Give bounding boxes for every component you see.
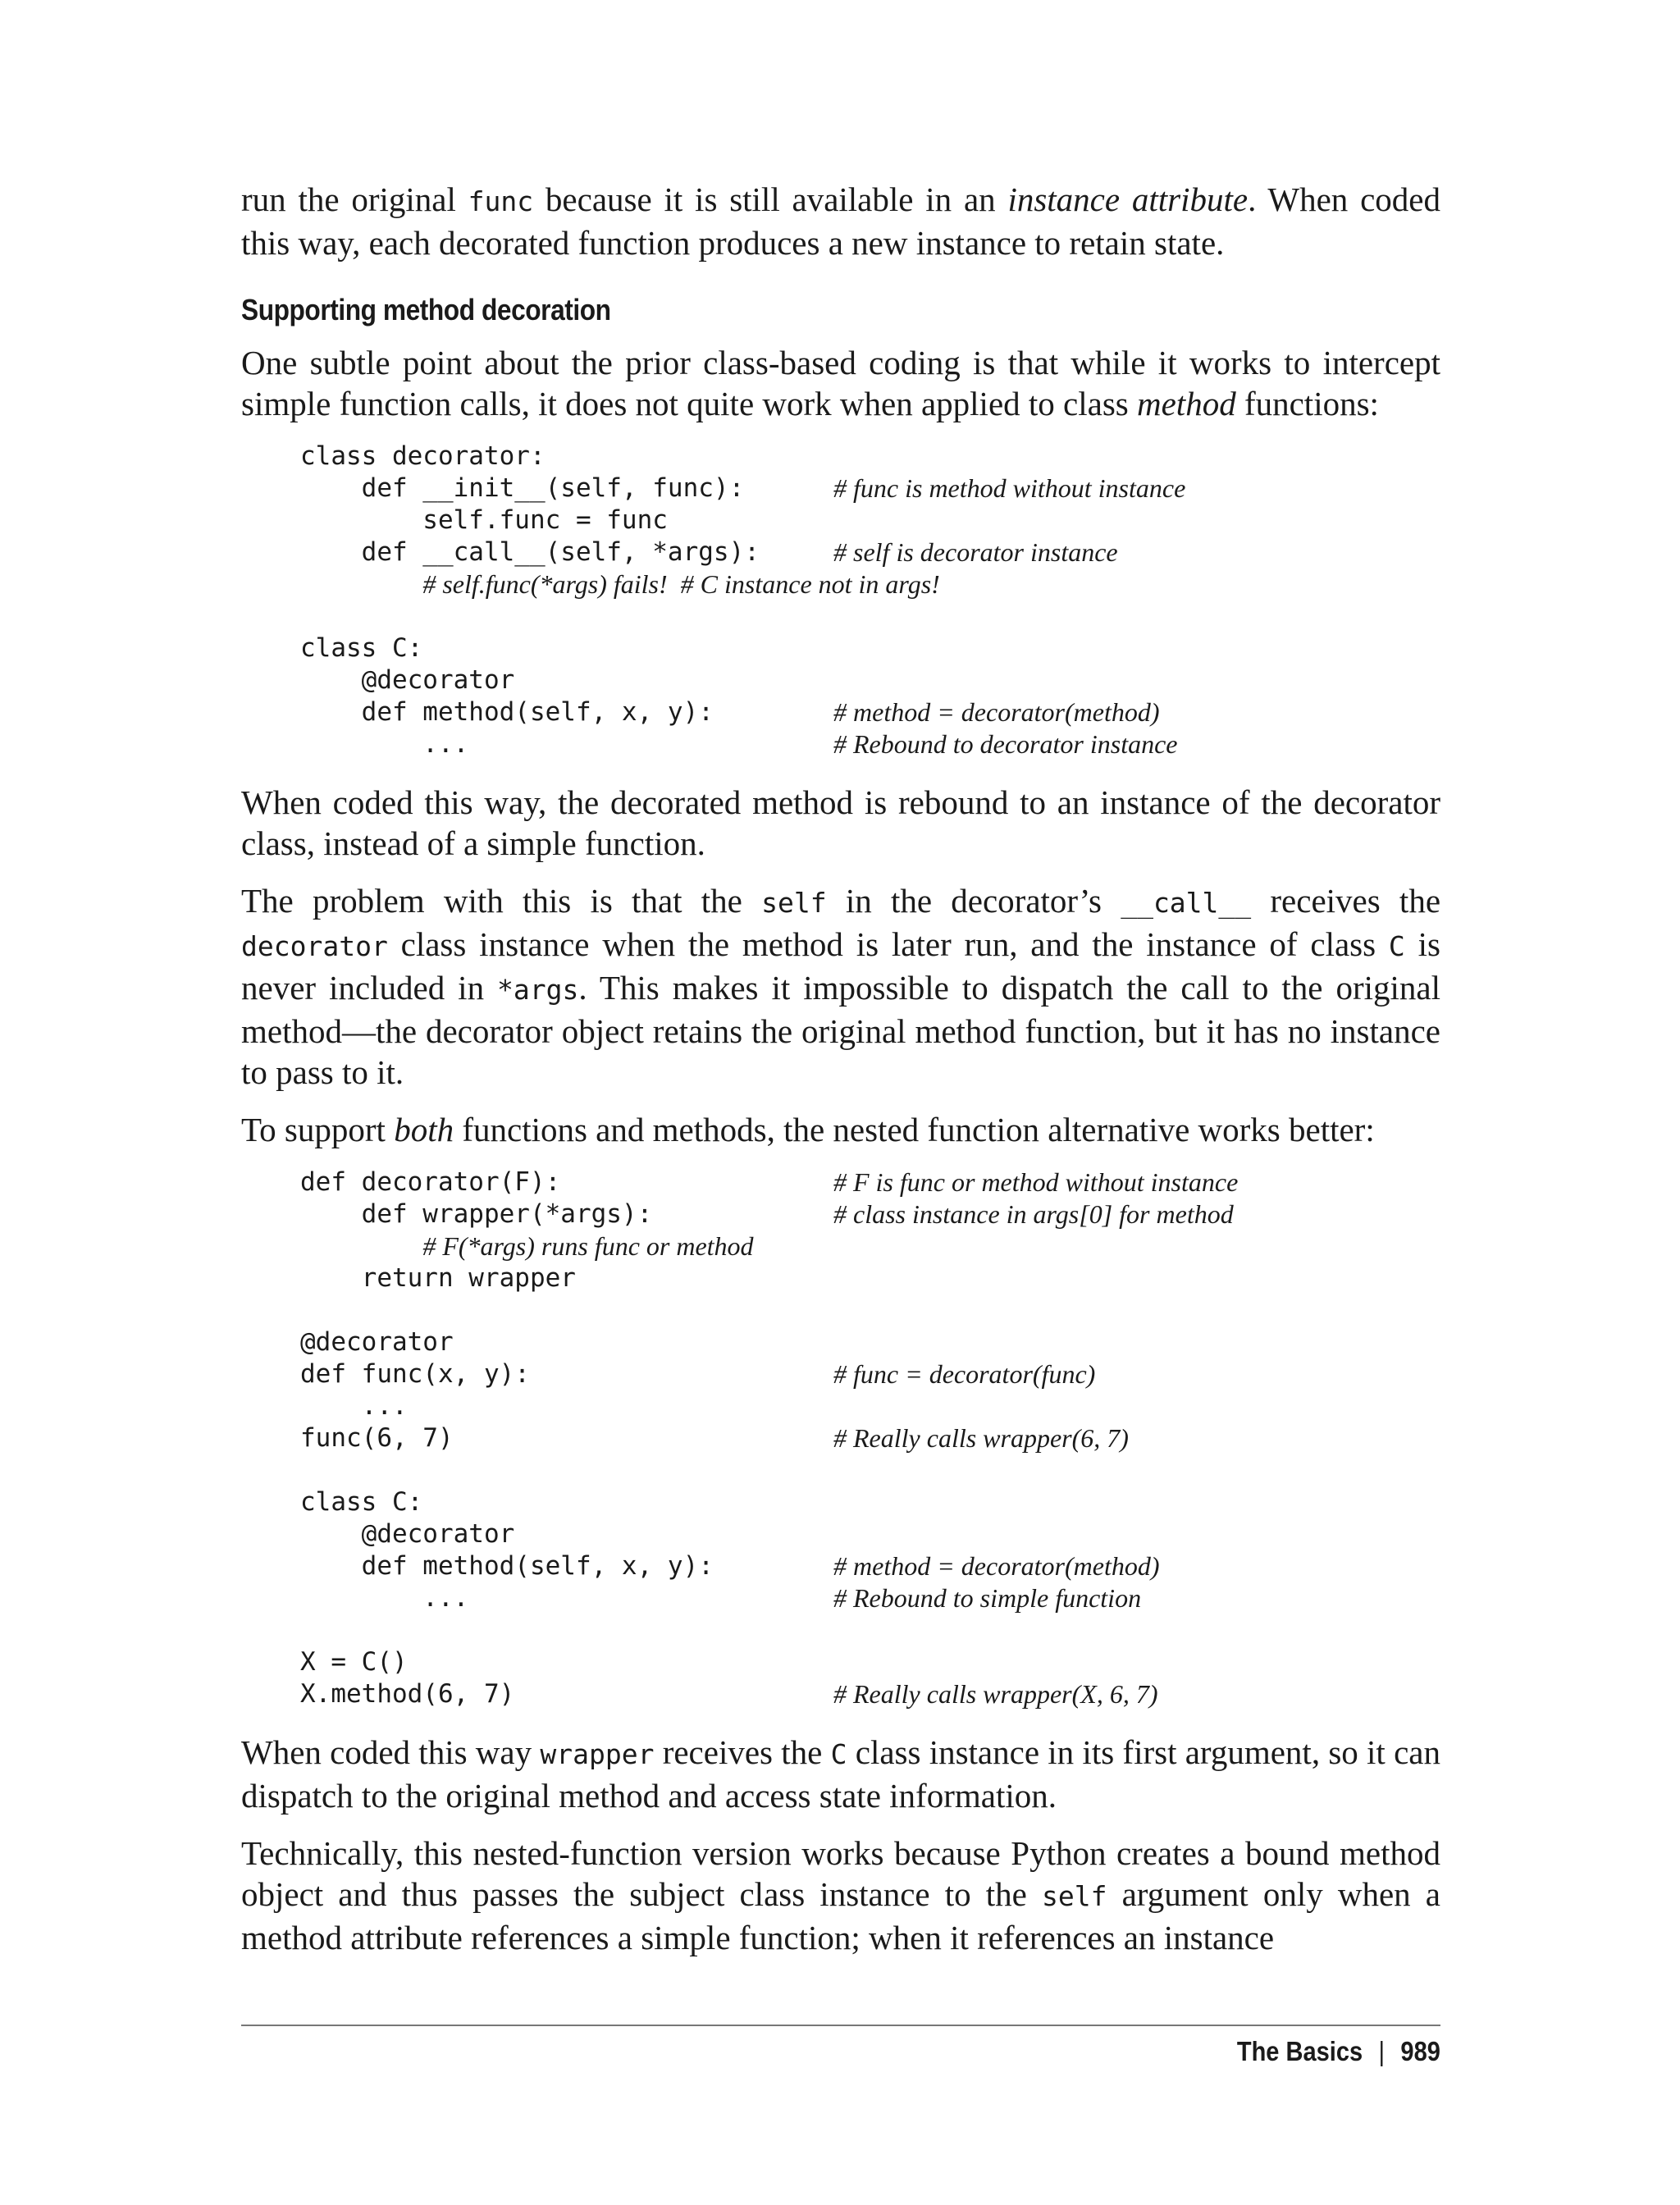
paragraph-7	[241, 1833, 1440, 1958]
inline-code: C	[830, 1738, 847, 1770]
page-content	[241, 179, 1440, 1974]
code-text: ...	[300, 1391, 408, 1421]
text: . When coded this way, each decorated function produces a new instance to retain state.	[241, 180, 1440, 262]
code-line	[300, 536, 1440, 568]
text: class instance in its first argument, so it can dispatch to the original method and access state information.	[241, 1733, 1440, 1815]
code-text: class C:	[300, 633, 423, 663]
code-comment: # Rebound to simple function	[833, 1583, 1142, 1613]
code-text: X = C()	[300, 1647, 408, 1677]
text: . This makes it impossible to dispatch the call to the original method—the decorator object retains the original method function, but it has no instance to pass to it.	[241, 969, 1440, 1091]
code-comment: # F is func or method without instance	[833, 1167, 1239, 1197]
code-block-1	[300, 441, 1440, 760]
code-line	[300, 1518, 1440, 1550]
emphasis: instance attribute	[1007, 180, 1249, 218]
code-text: self.func = func	[300, 505, 668, 535]
code-line	[300, 1614, 1440, 1646]
code-comment: # Rebound to decorator instance	[833, 729, 1178, 759]
code-line	[300, 632, 1440, 664]
code-comment: # func = decorator(func)	[833, 1359, 1096, 1389]
text: run the original	[241, 180, 468, 218]
code-line	[300, 472, 1440, 504]
inline-code: self	[761, 887, 827, 919]
inline-code: *args	[497, 974, 579, 1006]
inline-code: func	[468, 185, 534, 217]
text: One subtle point about the prior class-based coding is that while it works to intercept simple function calls, it does not quite work when applied to class	[241, 344, 1440, 422]
code-text: @decorator	[300, 665, 515, 695]
inline-code: self	[1042, 1880, 1107, 1912]
code-text: def func(x, y):	[300, 1359, 530, 1389]
text: Technically, this nested-function version works because Python creates a bound method object and thus passes the subject class instance to the	[241, 1834, 1440, 1913]
page-footer	[1237, 2036, 1440, 2067]
footer-section-title: The Basics	[1236, 2036, 1363, 2066]
footer-separator: |	[1378, 2036, 1386, 2066]
paragraph-6	[241, 1732, 1440, 1816]
code-comment: # Really calls wrapper(6, 7)	[833, 1423, 1129, 1453]
code-line	[300, 1166, 1440, 1198]
code-text: class C:	[300, 1487, 423, 1517]
text: class instance when the method is later run, and the instance of class	[387, 925, 1389, 963]
inline-code: decorator	[241, 930, 388, 962]
text: The problem with this is that the	[241, 882, 762, 920]
code-line	[300, 664, 1440, 696]
emphasis: both	[394, 1111, 454, 1148]
text: functions and methods, the nested function alternative works better:	[454, 1111, 1375, 1148]
code-line	[300, 1582, 1440, 1614]
code-line	[300, 1390, 1440, 1422]
code-comment: # method = decorator(method)	[833, 697, 1160, 727]
code-line	[300, 1294, 1440, 1326]
code-text: X.method(6, 7)	[300, 1679, 515, 1709]
code-text: ...	[300, 1583, 469, 1613]
code-line	[300, 1198, 1440, 1230]
code-line	[300, 1678, 1440, 1710]
code-text: def __call__(self, *args):	[300, 537, 760, 567]
text: To support	[241, 1111, 395, 1148]
code-line	[300, 1454, 1440, 1486]
paragraph-4	[241, 880, 1440, 1093]
code-line	[300, 1422, 1440, 1454]
code-comment: # self is decorator instance	[833, 537, 1118, 567]
code-text: def decorator(F):	[300, 1167, 561, 1197]
inline-code: __call__	[1121, 887, 1252, 919]
text: receives the	[654, 1733, 831, 1771]
text: in the decorator’s	[826, 882, 1121, 920]
page-number: 989	[1400, 2036, 1440, 2066]
code-comment: # Really calls wrapper(X, 6, 7)	[833, 1679, 1158, 1709]
code-line	[300, 568, 1440, 600]
code-text: @decorator	[300, 1327, 454, 1357]
code-line	[300, 1230, 1440, 1262]
code-line	[300, 1262, 1440, 1294]
paragraph-3: When coded this way, the decorated method is rebound to an instance of the decorator class, instead of a simple function.	[241, 783, 1440, 862]
paragraph-2	[241, 342, 1440, 424]
code-comment: # class instance in args[0] for method	[833, 1199, 1234, 1229]
footer-rule	[241, 2025, 1440, 2026]
paragraph-5	[241, 1109, 1440, 1150]
code-text: def wrapper(*args):	[300, 1199, 653, 1229]
paragraph-1	[241, 179, 1440, 263]
section-heading: Supporting method decoration	[241, 293, 611, 326]
code-text: @decorator	[300, 1519, 515, 1549]
text: When coded this way	[241, 1733, 541, 1771]
code-block-2	[300, 1166, 1440, 1710]
code-line	[300, 1550, 1440, 1582]
inline-code: C	[1388, 930, 1405, 962]
code-line	[300, 1486, 1440, 1518]
code-text: return wrapper	[300, 1263, 576, 1293]
code-comment: # func is method without instance	[833, 473, 1186, 503]
code-line	[300, 600, 1440, 632]
code-comment: # F(*args) runs func or method	[422, 1231, 754, 1261]
code-line	[300, 696, 1440, 728]
text: receives the	[1251, 882, 1441, 920]
code-line	[300, 1326, 1440, 1358]
code-comment: # self.func(*args) fails! # C instance not in args!	[422, 569, 940, 599]
code-text: def __init__(self, func):	[300, 473, 745, 503]
code-text	[300, 1232, 422, 1262]
inline-code: wrapper	[540, 1738, 655, 1770]
code-line	[300, 728, 1440, 760]
code-line	[300, 441, 1440, 472]
text: functions:	[1235, 385, 1379, 422]
code-text: func(6, 7)	[300, 1423, 454, 1453]
text: because it is still available in an	[533, 180, 1008, 218]
code-text: ...	[300, 729, 469, 759]
code-text	[300, 570, 422, 600]
code-text: class decorator:	[300, 441, 546, 471]
code-line	[300, 504, 1440, 536]
code-line	[300, 1646, 1440, 1678]
code-comment: # method = decorator(method)	[833, 1551, 1160, 1581]
text: argument only when a method attribute references a simple function; when it references an instance	[241, 1875, 1440, 1956]
code-line	[300, 1358, 1440, 1390]
text: is never included in	[241, 925, 1440, 1007]
code-text: def method(self, x, y):	[300, 697, 714, 727]
code-text: def method(self, x, y):	[300, 1551, 714, 1581]
emphasis: method	[1137, 385, 1236, 422]
